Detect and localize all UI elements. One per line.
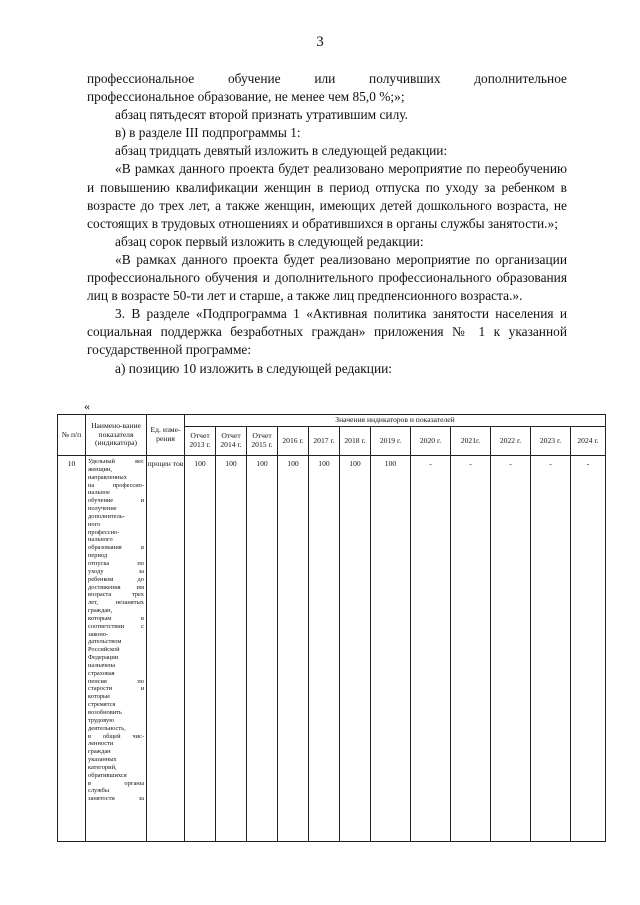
paragraph: «В рамках данного проекта будет реализовано мероприятие по переобучению и повышению квалификации женщин в период отпуска по уходу за ребенком в возрасте до трех лет, а также женщин, имеющих детей дошкольного возраста, не состоящих в трудовых отношениях и обратившихся в органы службы занятости.»; bbox=[87, 161, 567, 231]
indicator-name-line: занятости за bbox=[88, 795, 144, 803]
value-cell: - bbox=[451, 456, 491, 842]
header-year: 2021г. bbox=[451, 427, 491, 456]
paragraph: абзац сорок первый изложить в следующей редакции: bbox=[115, 233, 424, 249]
row-unit: процен тов bbox=[147, 456, 185, 842]
indicator-name-line: возобновить bbox=[88, 709, 122, 716]
indicator-name-line: пенсия по bbox=[88, 677, 144, 685]
header-year: Отчет 2014 г. bbox=[216, 427, 247, 456]
indicator-name-line: соответствии с bbox=[88, 622, 144, 630]
indicator-name-line: категорий, bbox=[88, 763, 117, 771]
indicator-name-line: уходу за bbox=[88, 567, 144, 575]
indicator-name-line: ленности bbox=[88, 740, 114, 748]
value-cell: 100 bbox=[371, 456, 411, 842]
value-cell: 100 bbox=[340, 456, 371, 842]
paragraph: профессиональное обучение или получивших дополнительное bbox=[87, 71, 567, 86]
header-year: 2022 г. bbox=[491, 427, 531, 456]
indicator-name-line: образования в bbox=[88, 544, 144, 552]
indicator-name-line: страховая bbox=[88, 669, 115, 677]
header-year: 2020 г. bbox=[411, 427, 451, 456]
indicator-name-line: дополнитель- bbox=[88, 512, 125, 520]
indicator-name-line: граждан bbox=[88, 748, 111, 756]
value-cell: - bbox=[491, 456, 531, 842]
header-year: 2018 г. bbox=[340, 427, 371, 456]
indicator-name-line: которые bbox=[88, 693, 111, 701]
indicator-name-line: направленных bbox=[88, 473, 127, 481]
opening-quote-mark: « bbox=[84, 399, 90, 413]
header-unit: Ед. изме-рения bbox=[147, 415, 185, 456]
indicator-name-line: на профессио- bbox=[88, 481, 144, 489]
indicator-name-line: нального bbox=[88, 536, 113, 544]
value-cell: - bbox=[571, 456, 606, 842]
indicator-name-line: возраста трех bbox=[88, 591, 144, 599]
indicator-table bbox=[57, 414, 606, 842]
indicator-name-line: нальное bbox=[88, 489, 110, 497]
value-cell: 100 bbox=[278, 456, 309, 842]
indicator-name-line: трудовую bbox=[88, 716, 114, 724]
table-header-row bbox=[58, 415, 606, 427]
value-cell: 100 bbox=[309, 456, 340, 842]
document-body bbox=[87, 70, 567, 378]
indicator-name-line: лет, незанятых bbox=[88, 599, 144, 607]
page-number: 3 bbox=[316, 34, 324, 50]
indicator-name-line: службы bbox=[88, 787, 110, 795]
indicator-name-line: достижения им bbox=[88, 583, 144, 591]
value-cell: 100 bbox=[247, 456, 278, 842]
indicator-name-line: Российской bbox=[88, 646, 120, 654]
header-year: 2017 г. bbox=[309, 427, 340, 456]
table-row bbox=[58, 456, 606, 842]
paragraph: абзац тридцать девятый изложить в следующей редакции: bbox=[115, 143, 448, 159]
indicator-name-line: отпуска по bbox=[88, 559, 144, 567]
indicator-name-line: стремятся bbox=[88, 701, 116, 709]
indicator-name-line: ного bbox=[88, 520, 101, 528]
indicator-name-line: граждан, bbox=[88, 607, 113, 615]
indicator-name-line: обучение и bbox=[88, 497, 144, 505]
header-num: № п/п bbox=[58, 415, 86, 456]
indicator-name-line: указанных bbox=[88, 756, 117, 764]
value-cell: 100 bbox=[216, 456, 247, 842]
indicator-name-line: назначена bbox=[88, 661, 116, 669]
indicator-name-line: обратившихся bbox=[88, 771, 127, 779]
indicator-name-line: женщин, bbox=[88, 465, 112, 473]
paragraph: 3. В разделе «Подпрограмма 1 «Активная политика занятости населения и социальная поддержка безработных граждан» приложения № 1 к указанной государственной программе: bbox=[87, 306, 567, 358]
indicator-name-line: старости и bbox=[88, 685, 144, 693]
indicator-name-line: период bbox=[88, 552, 108, 560]
header-year: Отчет 2015 г. bbox=[247, 427, 278, 456]
indicator-name-line: Удельный вес bbox=[88, 458, 144, 465]
indicator-name bbox=[86, 456, 147, 842]
header-year: 2023 г. bbox=[531, 427, 571, 456]
indicator-name-line: ребенком до bbox=[88, 575, 144, 583]
header-values-group: Значения индикаторов и показателей bbox=[185, 415, 606, 427]
indicator-name-line: Федерации bbox=[88, 654, 119, 662]
indicator-name-line: в органы bbox=[88, 779, 144, 787]
value-cell: - bbox=[411, 456, 451, 842]
paragraph: «В рамках данного проекта будет реализовано мероприятие по организации профессионального обучения и дополнительного профессионального образования лиц в возрасте 50-ти лет и старше, а также лиц предпенсионного возраста.». bbox=[87, 251, 567, 304]
indicator-name-line: законо- bbox=[88, 630, 109, 638]
indicator-name-line: профессио- bbox=[88, 528, 120, 536]
value-cell: - bbox=[531, 456, 571, 842]
paragraph: в) в разделе III подпрограммы 1: bbox=[115, 125, 301, 141]
header-year: 2016 г. bbox=[278, 427, 309, 456]
row-num: 10 bbox=[58, 456, 86, 842]
indicator-name-line: которым в bbox=[88, 614, 144, 622]
indicator-name-line: в общей чис- bbox=[88, 732, 144, 740]
indicator-name-line: деятельность, bbox=[88, 724, 126, 732]
paragraph: профессиональное образование, не менее чем 85,0 %;»; bbox=[87, 89, 405, 105]
header-year: 2019 г. bbox=[371, 427, 411, 456]
header-name: Наимено-вание показателя (индикатора) bbox=[86, 415, 147, 456]
indicator-name-line: дательством bbox=[88, 638, 122, 646]
paragraph: а) позицию 10 изложить в следующей редакции: bbox=[115, 360, 392, 376]
header-year: Отчет 2013 г. bbox=[185, 427, 216, 456]
value-cell: 100 bbox=[185, 456, 216, 842]
paragraph: абзац пятьдесят второй признать утратившим силу. bbox=[115, 107, 408, 123]
header-year: 2024 г. bbox=[571, 427, 606, 456]
indicator-name-line: получение bbox=[88, 505, 117, 513]
